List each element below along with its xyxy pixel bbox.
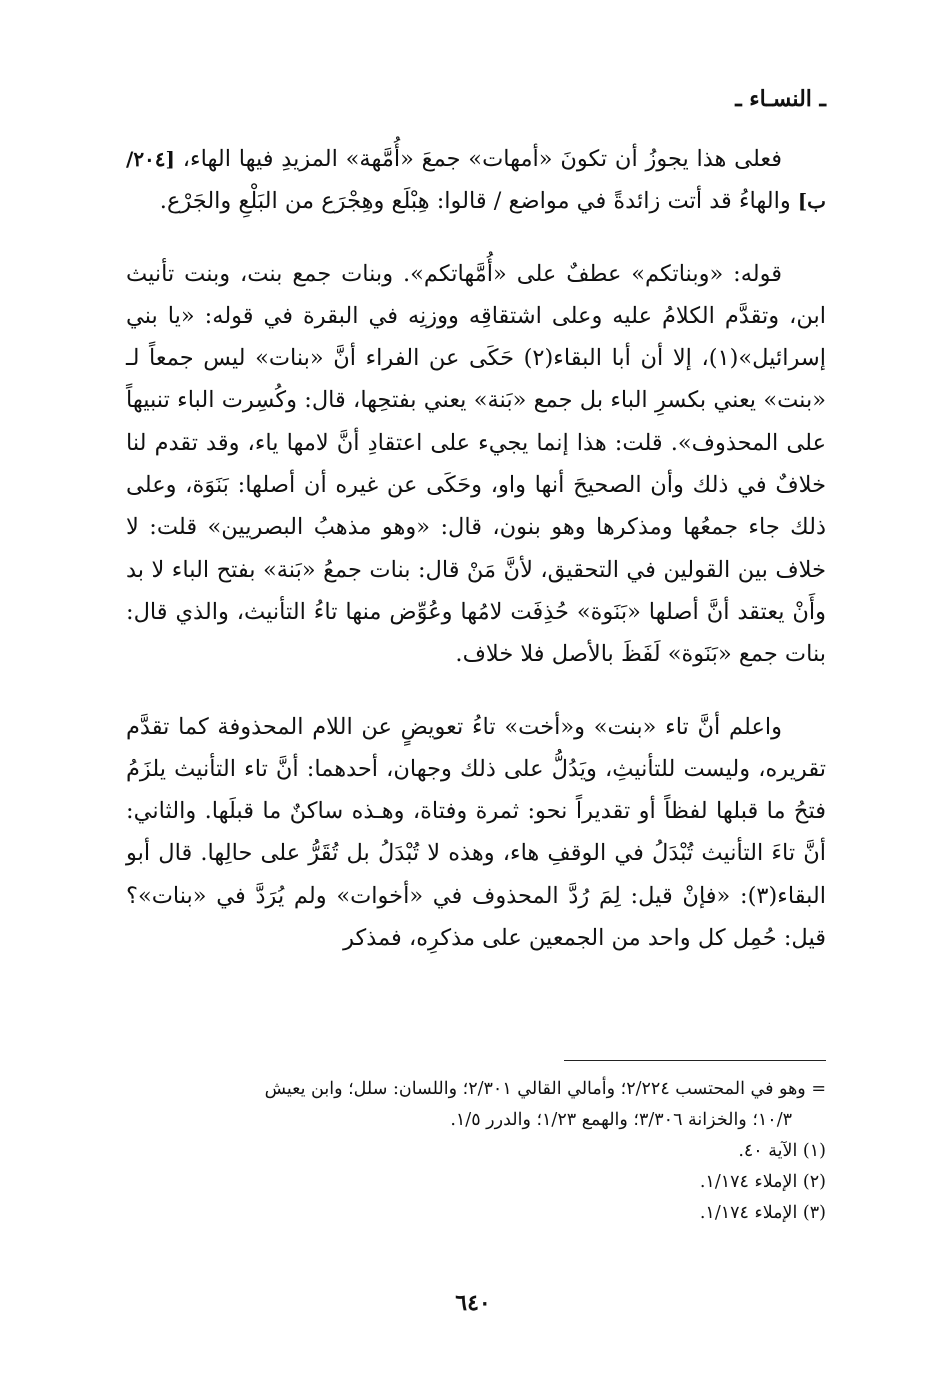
line-3-2: تقدَّم تقريره، وليست للتأنيثِ، ويَدُلُّ على ذلك وجهان، أحدهما: أنَّ تاء xyxy=(126,713,826,782)
footnotes xyxy=(126,1074,826,1229)
paragraph-3 xyxy=(126,706,826,960)
line-2-3: «يا بني إسرائيل»(١)، إلا أن أبا البقاء(٢) حَكَى عن الفراء أنَّ «بنات» ليس xyxy=(126,302,826,372)
line-3-5: على حالِها. قال أبو البقاء(٣): «فإنْ قيل: لِمَ رُدَّ المحذوف في «أخوات» xyxy=(126,840,826,909)
line-2-4: جمعاً لـ «بنت» يعني بكسرِ الباء بل جمع «بَنة» يعني بفتحِها، قال: وكُسِرت xyxy=(126,345,827,414)
footnote-2: (٢) الإملاء ١/١٧٤. xyxy=(699,1172,826,1192)
footnote-divider xyxy=(564,1060,826,1061)
line-1-1: فعلى هذا يجوزُ أن تكونَ «أمهات» جمعَ «أُمَّهة» المزيدِ فيها الهاء، xyxy=(175,146,782,172)
footnote-continuation-1: = وهو في المحتسب ٢/٢٢٤؛ وأمالي القالي ٢/٣٠١؛ واللسان: سلل؛ وابن يعيش xyxy=(264,1079,826,1099)
line-2-7: أصلها: بَنَوَة، وعلى ذلك جاء جمعُها ومذكرها وهو بنون، قال: «وهو مذهبُ xyxy=(126,472,826,541)
line-3-4: ما قبلَها. والثاني: أنَّ تاءَ التأنيث تُبْدَلُ في الوقفِ هاء، وهذه لا تُبْدَلُ بل تُقَرُّ xyxy=(126,798,827,867)
paragraph-1 xyxy=(126,138,826,223)
line-3-3: التأنيث يلزَمُ فتحُ ما قبلها لفظاً أو تقديراً نحو: ثمرة وفتاة، وهـذه ساكنٌ xyxy=(126,755,826,825)
line-3-1: واعلم أنَّ تاء «بنت» و«أخت» تاءُ تعويضٍ عن اللام المحذوفة كما xyxy=(169,713,782,740)
page-number: ٦٤٠ xyxy=(455,1290,491,1316)
margin-marker: [٢٠٤/ب] xyxy=(126,147,826,214)
line-2-5: الباء تنبيهاً على المحذوف». قلت: هذا إنما يجيء على اعتقادِ أنَّ لامها ياء، xyxy=(126,387,827,456)
line-2-10: التأنيث، والذي قال: بنات جمع «بَنَوة» لَفَظَ بالأصل فلا خلاف. xyxy=(126,598,826,668)
line-3-6: ولم يُرَدَّ في «بنات»؟ قيل: حُمِل كل واحد من الجمعين على مذكرِه، فمذكر xyxy=(126,882,826,952)
line-2-1: قوله: «وبناتكم» عطفٌ على «أُمَّهاتكم». وبنات جمع بنت، وبنت xyxy=(174,260,782,287)
paragraph-2 xyxy=(126,253,826,676)
line-1-2: والهاءُ قد أتت زائدةً في مواضع / قالوا: هِبْلَع وهِجْرَع من البَلْعِ والجَرْع. xyxy=(159,188,791,215)
line-2-8: البصريين» قلت: لا خلاف بين القولين في التحقيق، لأنَّ مَنْ قال: بنات جمعُ xyxy=(126,514,826,583)
line-2-9: «بَنة» بفتح الباء لا بد وأَنْ يعتقد أنَّ أصلها «بَنَوة» حُذِفَت لامُها وعُوِّض منها تاءُ xyxy=(126,556,827,625)
footnote-continuation-2: ١٠/٣؛ والخزانة ٣/٣٠٦؛ والهمع ١/٢٣؛ والدرر ١/٥. xyxy=(450,1110,792,1130)
main-text xyxy=(126,138,826,959)
running-header: ـ النسـاء ـ xyxy=(735,86,826,112)
line-2-6: وقد تقدم لنا خلافٌ في ذلك وأن الصحيحَ أنها واو، وحَكَى عن غيره أن xyxy=(126,429,826,499)
footnote-3: (٣) الإملاء ١/١٧٤. xyxy=(699,1203,826,1223)
line-2-2: تأنيث ابن، وتقدَّم الكلامُ عليه وعلى اشتقاقِه ووزنِه في البقرة في قوله: xyxy=(126,260,827,329)
footnote-1: (١) الآية ٤٠. xyxy=(738,1141,826,1161)
